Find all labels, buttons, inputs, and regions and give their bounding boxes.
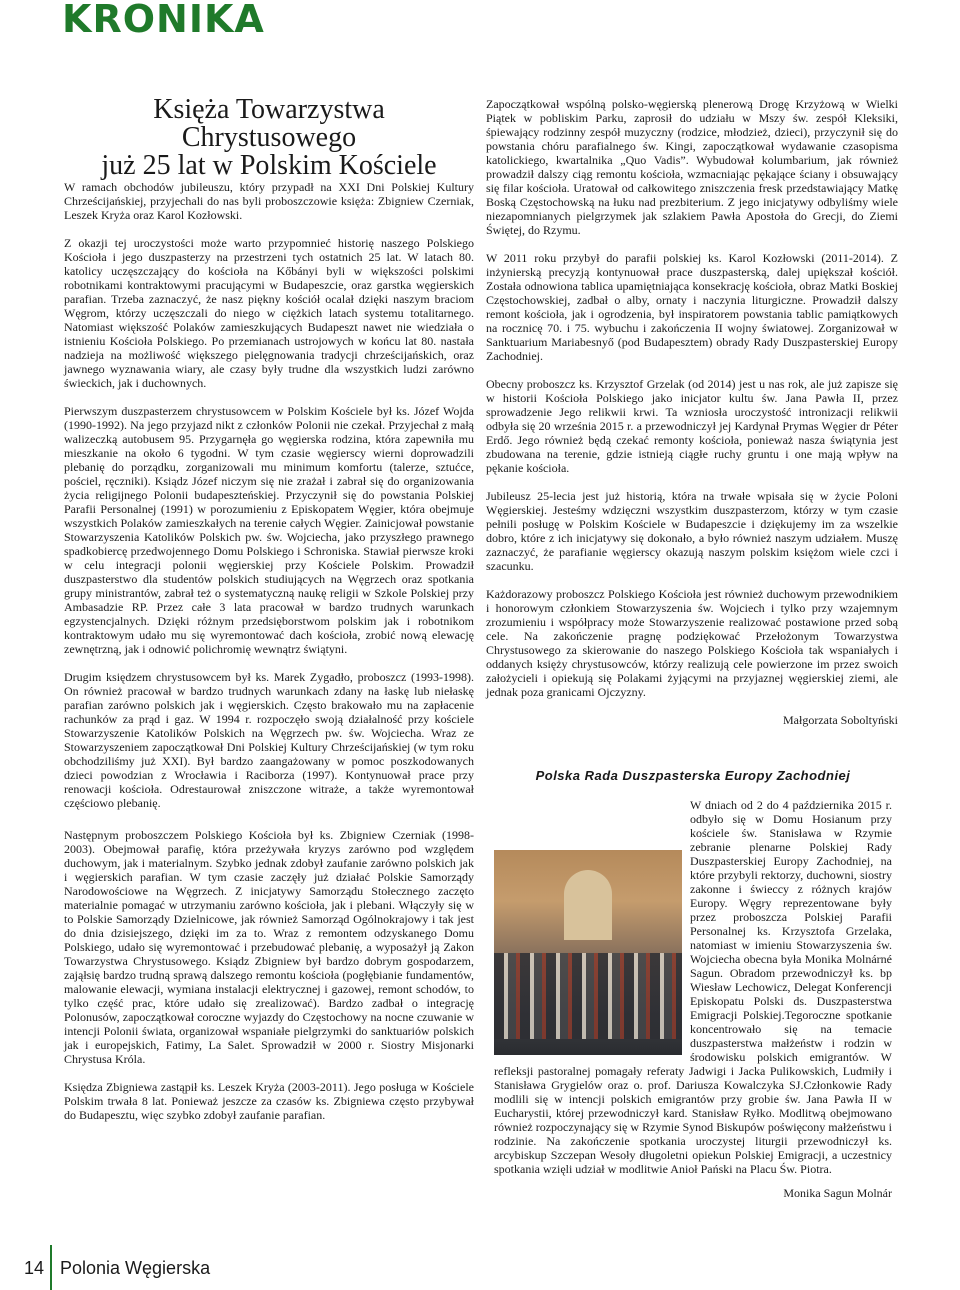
magazine-title: Polonia Węgierska <box>60 1258 211 1278</box>
title-line: już 25 lat w Polskim Kościele <box>101 150 437 181</box>
article-paragraph: Pierwszym duszpasterzem chrystusowcem w Polskim Kościele był ks. Józef Wojda (1990-1992). Na jego przyjazd nikt z członków Polonii nie czekał. Przyjechał z małą walizeczką autobusem 95. Przygarnęła go węgierska rodzina, która zapewniła mu mieszkanie na około 6 tygodni. W tym czasie węgierscy wierni doprowadzili plebanię do porządku, zorganizowali mu minimum komfortu (talerze, sztućce, pościel, ręczniki). Ksiądz Józef niczym się nie zrażał i zabrał się do organizowania życia religijnego Polonii budapeszteńskiej. Przyczynił się do powstania Polskiej Parafii Personalnej (1991) w porozumieniu z Episkopatem Węgier, która obejmuje wszystkich Polaków zamieszkałych na terenie całych Węgier. Zainicjował powstanie Stowarzyszenia Katolików Polskich pw. św. Wojciecha, jako przyszłego prawnego spadkobiercę przedwojennego Domu Polskiego i Schroniska. Stawiał pierwsze kroki w celu integracji polonii węgierskiej przy Kościele Polskim. Prowadził duszpasterstwo dla studentów polskich studiujących na Węgrzech oraz spotkania grupy ministrantów, zabrał też o systematyczną naukę religii w Szkole Polskiej przy Ambasadzie RP. Przez całe 3 lata pracował w bardzo trudnych warunkach egzystencjalnych. Dzięki różnym przedsięborstwom polskim jak i robotnikom kontraktowym udało mu się wyremontować dach kościoła, zrobić nową elewację zewnętrzną, jak i odnowić polichromię wewnątrz świątyni. <box>64 404 474 656</box>
article-paragraph: Następnym proboszczem Polskiego Kościoła był ks. Zbigniew Czerniak (1998-2003). Obejmował parafię, która przeżywała kryzys zarówno pod względem duchowym, jak i materialnym. Szybko jednak zdobył zaufanie zarówno polskich jak i węgierskich parafian. W tym czasie zaczęły już działać Polskie Samorządy Narodowościowe na Węgrzech. Z inicjatywy Samorządu Stołecznego zaczęto materialnie pomagać w utrzymaniu zarówno kościoła, jak i plebani. Włączyły się w to Polskie Samorządy Dzielnicowe, jak również Samorząd Ogólnokrajowy i tak jest do dnia dzisiejszego, dzięki im za to. Wraz z remontem odzyskanego Domu Polskiego, udało się wyremontować i przebudować plebanię, a wyposażył ją Zakon Towarzystwa Chrystusowego. Ksiądz Zbigniew był bardzo dobrym gospodarzem, zająłsię bardzo trudną sprawą dalszego remontu kościoła (pogłębianie fundamentów, malowanie elewacji, wymiana instalacji elektrycznej i gazowej, remont schodów, to tylko część prac, które udało się zrealizować). Bardzo zadbał o integrację Polonusów, zapoczątkował coroczne wyjazdy do Częstochowy na nocne czuwanie w intencji Polonii świata, organizował wspaniałe pielgrzymki do sanktuariów polskich jak i europejskich, Fatimy, La Salet. Sprowadził w 2000 r. Siostry Misjonarki Chrystusa Króla. <box>64 828 474 1066</box>
title-line: Księża Towarzystwa <box>153 94 385 125</box>
article-title <box>64 96 474 180</box>
article-paragraph: Z okazji tej uroczystości może warto przypomnieć historię naszego Polskiego Kościoła i jego duszpasterzy na przestrzeni tych ostatnich 25 lat. W latach 80. katolicy uczęszczający do kościoła na Kőbányi byli w większości polskimi robotnikami kontraktowymi pracującymi w Budapeszcie, oraz garstka węgierskich parafian. Trzeba zaznaczyć, że nasz piękny kościół ocalał dzięki naszym braciom Węgrom, którzy uczęszczali do niego w ciężkich latach systemu totalitarnego. Natomiast większość Polaków zamieszkujących Budapeszt nawet nie wiedziała o istnieniu Kościoła Polskiego. Po przemianach ustrojowych w końcu lat 80. nastała nadzieja na możliwość większego pielęgnowania tradycji chrześcijańskich, oraz jawnego wyznawania wiary, ale czasy były trudne dla wszystkich ludzi zarówno świeckich, jak i duchownych. <box>64 236 474 390</box>
page-number: 14 <box>24 1258 45 1278</box>
article-paragraph: W 2011 roku przybył do parafii polskiej ks. Karol Kozłowski (2011-2014). Z inżynierską precyzją kontynuował prace duszpasterską, dalej upiększał kościół. Została odnowiona tablica upamiętniająca konsekrację kościoła, obraz Matki Boskiej Częstochowskiej, zadbał o alby, ornaty i naczynia liturgiczne. Prowadził dalszy remont kościoła, jak i ogrodzenia, był inspiratorem powstania tablic pamiątkowych na rocznicę 70. i 75. wybuchu i zakończenia II wojny światowej. Zorganizował w Sanktuarium Mariabesnyő (pod Budapesztem) obrady Rady Duszpasterskiej Europy Zachodniej. <box>486 251 898 363</box>
title-line: Chrystusowego <box>181 122 357 153</box>
article-paragraph: Księdza Zbigniewa zastąpił ks. Leszek Kryża (2003-2011). Jego posługa w Kościele Polskim trwała 8 lat. Ponieważ jeszcze za czasów ks. Zbigniewa często przybywał do Budapesztu, więc szybko zdobył zaufanie parafian. <box>64 1080 474 1122</box>
article-paragraph: W ramach obchodów jubileuszu, który przypadł na XXI Dni Polskiej Kultury Chrześcijańskiej, przyjechali do nas byli proboszczowie księża: Zbigniew Czerniak, Leszek Kryża oraz Karol Kozłowski. <box>64 180 474 222</box>
article-paragraph: Każdorazowy proboszcz Polskiego Kościoła jest również duchowym przewodnikiem i honorowym członkiem Stowarzyszenia św. Wojciech i tylko przy wzajemnym zrozumieniu i współpracy może Stowarzyszenie realizować postawione przed sobą cele. Na zakończenie pragnę podziękować Przełożonym Towarzystwa Chrystusowego za skierowanie do naszego Polskiego Kościoła tak wspaniałych i oddanych księży chrystusowców, którzy realizują cele powierzone im przez swoich założycieli i opiekują się Polakami żyjącymi na przyjaznej węgierskiej ziemi, ale jednak poza granicami Ojczyzny. <box>486 587 898 699</box>
photo-altar <box>564 870 612 940</box>
article-left-column <box>64 180 474 1136</box>
article-right-column <box>486 97 898 741</box>
sidebar-paragraph: W dniach od 2 do 4 października 2015 r. odbyło się w Domu Hosianum przy kościele św. Stanisława w Rzymie zebranie plenarne Polskiej Rady Duszpasterskiej Europy Zachodniej, na które przybyli rektorzy, duchowni, siostry zakonne i świeccy z różnych krajów Europy. Węgry reprezentowane były przez proboszcza Polskiej Parafii Personalnej ks. Krzysztofa Grzelaka, natomiast w imieniu Stowarzyszenia św. Wojciecha obecna była Monika Molnárné Sagun. Obradom przewodniczył ks. bp Wiesław Lechowicz, Delegat Konferencji Episkopatu Polski ds. Duszpasterstwa Emigracji Polskiej.Tegoroczne spotkanie koncentrowało się na temacie duszpasterstwa małżeństw i rodzin w środowisku polskich emigrantów. W refleksji pastoralnej pomagały referaty Jadwigi i Jacka Pulikowskich, Ludmiły i Stanisława Grygielów oraz o. prof. Dariusza Kowalczyka SJ.Członkowie Rady modlili się w intencji polskich emigrantów przy grobie św. Jana Pawła II w Eucharystii, której przewodniczył kard. Stanisław Ryłko. Modlitwą obejmowano również rozpoczynający się w Rzymie Synod Biskupów poświęcony małżeństwu i rodzinie. Na zakończenie spotkania uroczystej liturgii przewodniczył ks. arcybiskup Szczepan Wesoły długoletni opiekun Polskiej Emigracji, a uczestnicy spotkania wzięli udział w modlitwie Anioł Pański na Placu Św. Piotra. <box>494 798 892 1176</box>
sidebar-box <box>486 764 900 1198</box>
sidebar-box-body <box>494 798 892 1208</box>
article-signature: Małgorzata Soboltyński <box>783 713 898 727</box>
article-paragraph: Jubileusz 25-lecia jest już historią, która na trwałe wpisała się w życie Poloni Węgierskiej. Jesteśmy wdzięczni wszystkim duszpasterzom, którzy w tym czasie pełnili posługę w Polskim Kościele w Budapeszcie i dziękujemy im za wszelkie dobro, które z ich inicjatywy się dokonało, a było również naszym udziałem. Muszę zaznaczyć, że parafianie węgierscy okazują naszym polskim księżom wiele czci i szacunku. <box>486 489 898 573</box>
photo-group <box>494 953 682 1039</box>
article-paragraph: Drugim księdzem chrystusowcem był ks. Marek Zygadło, proboszcz (1993-1998). On również pracował w bardzo trudnych warunkach zdany na łaskę lub niełaskę parafian zarówno polskich jak i węgierskich. Często brakowało mu na zapłacenie rachunków za prąd i gaz. W 1994 r. rozpoczęło swoją działalność przy kościele Stowarzyszenie Katolików Polskich na Węgrzech pw. św. Wojciecha. Wraz ze Stowarzyszeniem zapoczątkował Dni Polskiej Kultury Chrześcijańskiej (w tym roku obchodziliśmy już XXI). Był bardzo zaangażowany w pomoc poszkodowanych dzieci powodzian z Wrocławia i Raciborza (1997). Kontynuował prace przy renowacji kościoła. Odrestaurował zniszczone witraże, a także wyremontował częściowo plebanię. <box>64 670 474 810</box>
article-paragraph: Zapoczątkował wspólną polsko-węgierską plenerową Drogę Krzyżową w Wielki Piątek w pobliskim Parku, zaprosił do udziału w Mszy św. zespół Kleksiki, śpiewający rodzinny zespół muzyczny (rodzice, młodzież, dzieci), przyczynił się do powstania chóru parafialnego św. Kingi, zapoczątkował wydawanie czasopisma katolickiego, kwartalnika „Quo Vadis”. Wybudował kolumbarium, jak również prowadził dalszy ciąg remontu kościoła, wzmacniając pękające ściany i obsuwający się filar kościoła. Uratował od całkowitego zniszczenia fresk przedstawiający Matkę Boską Częstochowską na łuku nad prezbiterium. Z jego inicjatywy odbyliśmy wiele niezapomnianych pielgrzymek jak szlakiem Pawła Apostoła do Grecji, do Ziemi Świętej, do Rzymu. <box>486 97 898 237</box>
footer-divider <box>50 1245 52 1290</box>
article-paragraph: Obecny proboszcz ks. Krzysztof Grzelak (od 2014) jest u nas rok, ale już zapisze się w historii Kościoła Polskiego jako inicjator kultu św. Jana Pawła II, przez sprowadzenie Jego relikwii krwi. Ta wzniosła uroczystość intronizacji relikwii odbyła się 20 września 2015 r. a przewodniczył jej Kardynał Prymas Węgier dr Péter Erdő. Jego również będą czekać remonty kościoła, ponieważ nasza świątynia jest zbudowana na terenie, gdzie istnieją ciągłe ruchy gruntu i one mają wpływ na pękanie kościoła. <box>486 377 898 475</box>
sidebar-box-title: Polska Rada Duszpasterska Europy Zachodniej <box>486 764 900 789</box>
group-photo <box>494 850 682 1055</box>
sidebar-signature: Monika Sagun Molnár <box>783 1186 892 1200</box>
section-header: KRONIKA <box>62 0 265 41</box>
